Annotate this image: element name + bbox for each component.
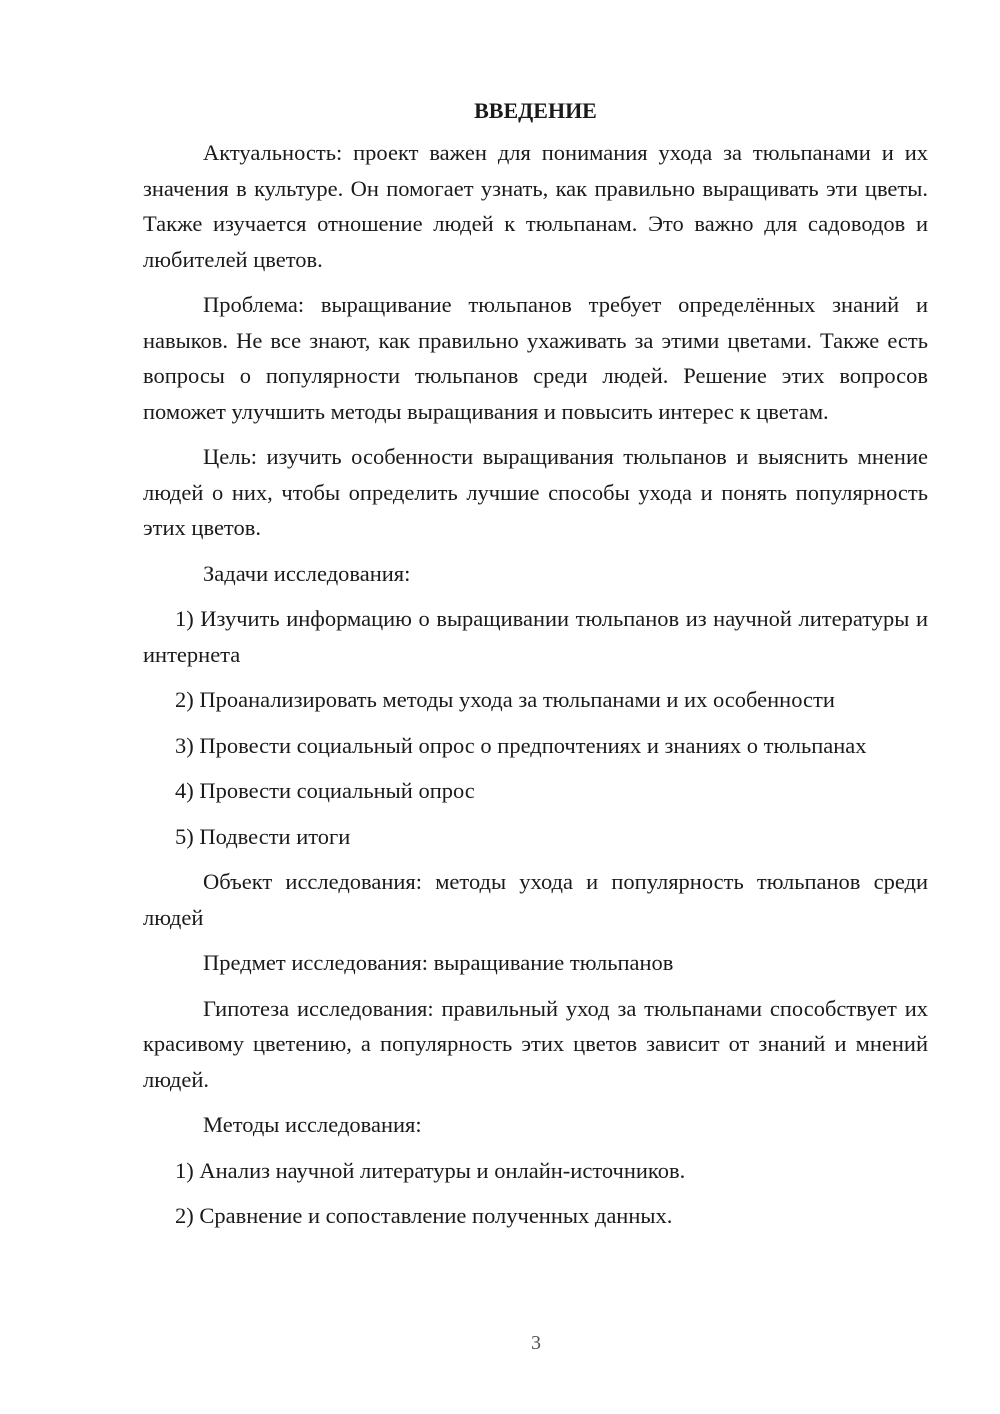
method-item: 1) Анализ научной литературы и онлайн-источников. <box>175 1157 686 1183</box>
paragraph-relevance: Актуальность: проект важен для понимания ухода за тюльпанами и их значения в культуре. Он помогает узнать, как правильно выращивать эти цветы. Также изучается отношение людей к тюльпанам. Это важно для садоводов и любителей цветов. <box>143 140 928 272</box>
tasks-title: Задачи исследования: <box>203 560 411 586</box>
paragraph-object: Объект исследования: методы ухода и популярность тюльпанов среди людей <box>143 869 928 930</box>
task-item: 5) Подвести итоги <box>175 823 351 849</box>
paragraph-subject: Предмет исследования: выращивание тюльпанов <box>203 950 674 975</box>
task-item: 2) Проанализировать методы ухода за тюльпанами и их особенности <box>175 687 835 712</box>
paragraph-problem: Проблема: выращивание тюльпанов требует определённых знаний и навыков. Не все знают, как правильно ухаживать за этими цветами. Также есть вопросы о популярности тюльпанов среди людей. Решение этих вопросов поможет улучшить методы выращивания и повысить интерес к цветам. <box>143 292 928 424</box>
methods-title: Методы исследования: <box>203 1112 422 1137</box>
task-item: 1) Изучить информацию о выращивании тюльпанов из научной литературы и интернета <box>143 606 928 667</box>
document-page <box>143 94 928 1234</box>
task-item: 4) Провести социальный опрос <box>175 778 475 803</box>
paragraph-hypothesis: Гипотеза исследования: правильный уход за тюльпанами способствует их красивому цветению, а популярность этих цветов зависит от знаний и мнений людей. <box>143 995 928 1092</box>
task-item: 3) Провести социальный опрос о предпочтениях и знаниях о тюльпанах <box>175 732 867 758</box>
page-number: 3 <box>531 1332 541 1354</box>
section-heading: ВВЕДЕНИЕ <box>474 98 597 123</box>
paragraph-goal: Цель: изучить особенности выращивания тюльпанов и выяснить мнение людей о них, чтобы определить лучшие способы ухода и понять популярность этих цветов. <box>143 444 928 540</box>
method-item: 2) Сравнение и сопоставление полученных данных. <box>175 1203 673 1228</box>
